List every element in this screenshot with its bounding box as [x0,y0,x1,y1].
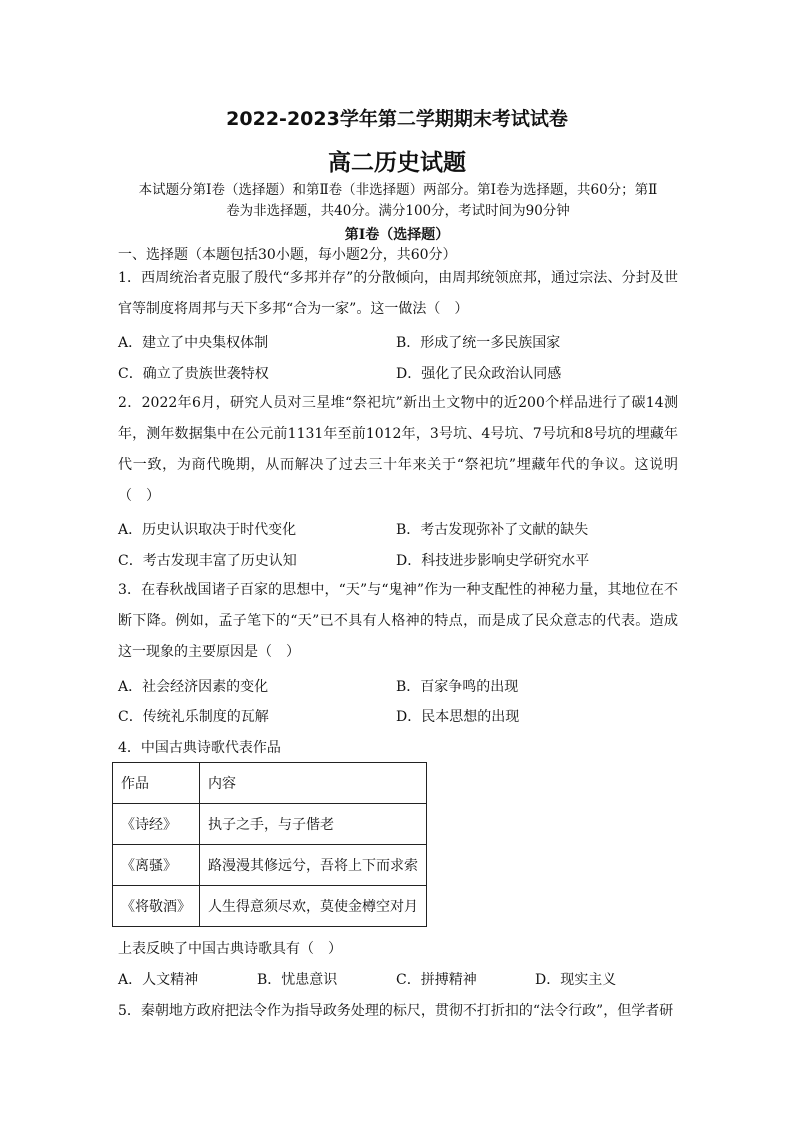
subject-title: 高二历史试题 [328,150,466,176]
option-b: B．形成了统一多民族国家 [396,335,561,351]
option-c: C．传统礼乐制度的瓦解 [118,709,269,725]
table-cell: 执子之手，与子偕老 [200,804,427,845]
table-cell: 路漫漫其修远兮，吾将上下而求索 [200,845,427,886]
poetry-table [112,762,427,927]
question-3-text: 3．在春秋战国诸子百家的思想中，“天”与“鬼神”作为一种支配性的神秘力量，其地位在不断下降。例如，孟子笔下的“天”已不具有人格神的特点，而是成了民众意志的代表。造成这一现象的主要原因是（ ） [118,582,678,660]
part-heading: 一、选择题（本题包括30小题，每小题2分，共60分） [118,247,457,263]
table-row [113,804,427,845]
option-c: C．考古发现丰富了历史认知 [118,553,297,569]
option-a: A．人文精神 [118,972,199,988]
table-row [113,886,427,927]
option-b: B．百家争鸣的出现 [396,679,519,695]
option-b: B．考古发现弥补了文献的缺失 [396,522,589,538]
table-header-cell: 作品 [113,763,200,804]
exam-title: 2022-2023学年第二学期期末考试试卷 [226,108,568,130]
table-cell: 《诗经》 [113,804,200,845]
table-cell: 《离骚》 [113,845,200,886]
option-d: D．现实主义 [535,972,617,988]
option-a: A．建立了中央集权体制 [118,335,269,351]
instructions-line-1: 本试题分第Ⅰ卷（选择题）和第Ⅱ卷（非选择题）两部分。第Ⅰ卷为选择题，共60分；第Ⅱ [138,182,658,198]
option-b: B．忧患意识 [257,972,338,988]
instructions-line-2: 卷为非选择题，共40分。满分100分，考试时间为90分钟 [226,203,570,219]
exam-instructions [118,180,678,222]
question-2-options-2 [118,550,678,570]
question-1-options [118,332,678,352]
option-d: D．强化了民众政治认同感 [396,366,562,382]
question-5-text: 5．秦朝地方政府把法令作为指导政务处理的标尺，贯彻不打折扣的“法令行政”，但学者研 [118,1003,674,1019]
option-d: D．民本思想的出现 [396,709,520,725]
option-d: D．科技进步影响史学研究水平 [396,553,590,569]
option-c: C．拼搏精神 [396,972,477,988]
question-4-text: 4．中国古典诗歌代表作品 [118,740,281,756]
option-a: A．社会经济因素的变化 [118,679,269,695]
table-cell: 人生得意须尽欢，莫使金樽空对月 [200,886,427,927]
question-2-options [118,519,678,539]
table-header-row [113,763,427,804]
section-title: 第Ⅰ卷（选择题） [344,227,450,243]
question-4-stem: 上表反映了中国古典诗歌具有（ ） [118,941,342,957]
table-cell: 《将敬酒》 [113,886,200,927]
question-3-options-2 [118,706,678,726]
table-row [113,845,427,886]
option-a: A．历史认识取决于时代变化 [118,522,297,538]
option-c: C．确立了贵族世袭特权 [118,366,269,382]
question-2-text: 2．2022年6月，研究人员对三星堆“祭祀坑”新出土文物中的近200个样品进行了碳14测年，测年数据集中在公元前1131年至前1012年，3号坑、4号坑、7号坑和8号坑的埋藏年代一致，为商代晚期，从而解决了过去三十年来关于“祭祀坑”埋藏年代的争议。这说明（ ） [118,395,678,504]
question-4-options [118,969,678,989]
table-header-cell: 内容 [200,763,427,804]
question-1-options-2 [118,363,678,383]
question-3-options [118,676,678,696]
question-1-text: 1．西周统治者克服了殷代“多邦并存”的分散倾向，由周邦统领庶邦，通过宗法、分封及世官等制度将周邦与天下多邦“合为一家”。这一做法（ ） [118,270,678,317]
